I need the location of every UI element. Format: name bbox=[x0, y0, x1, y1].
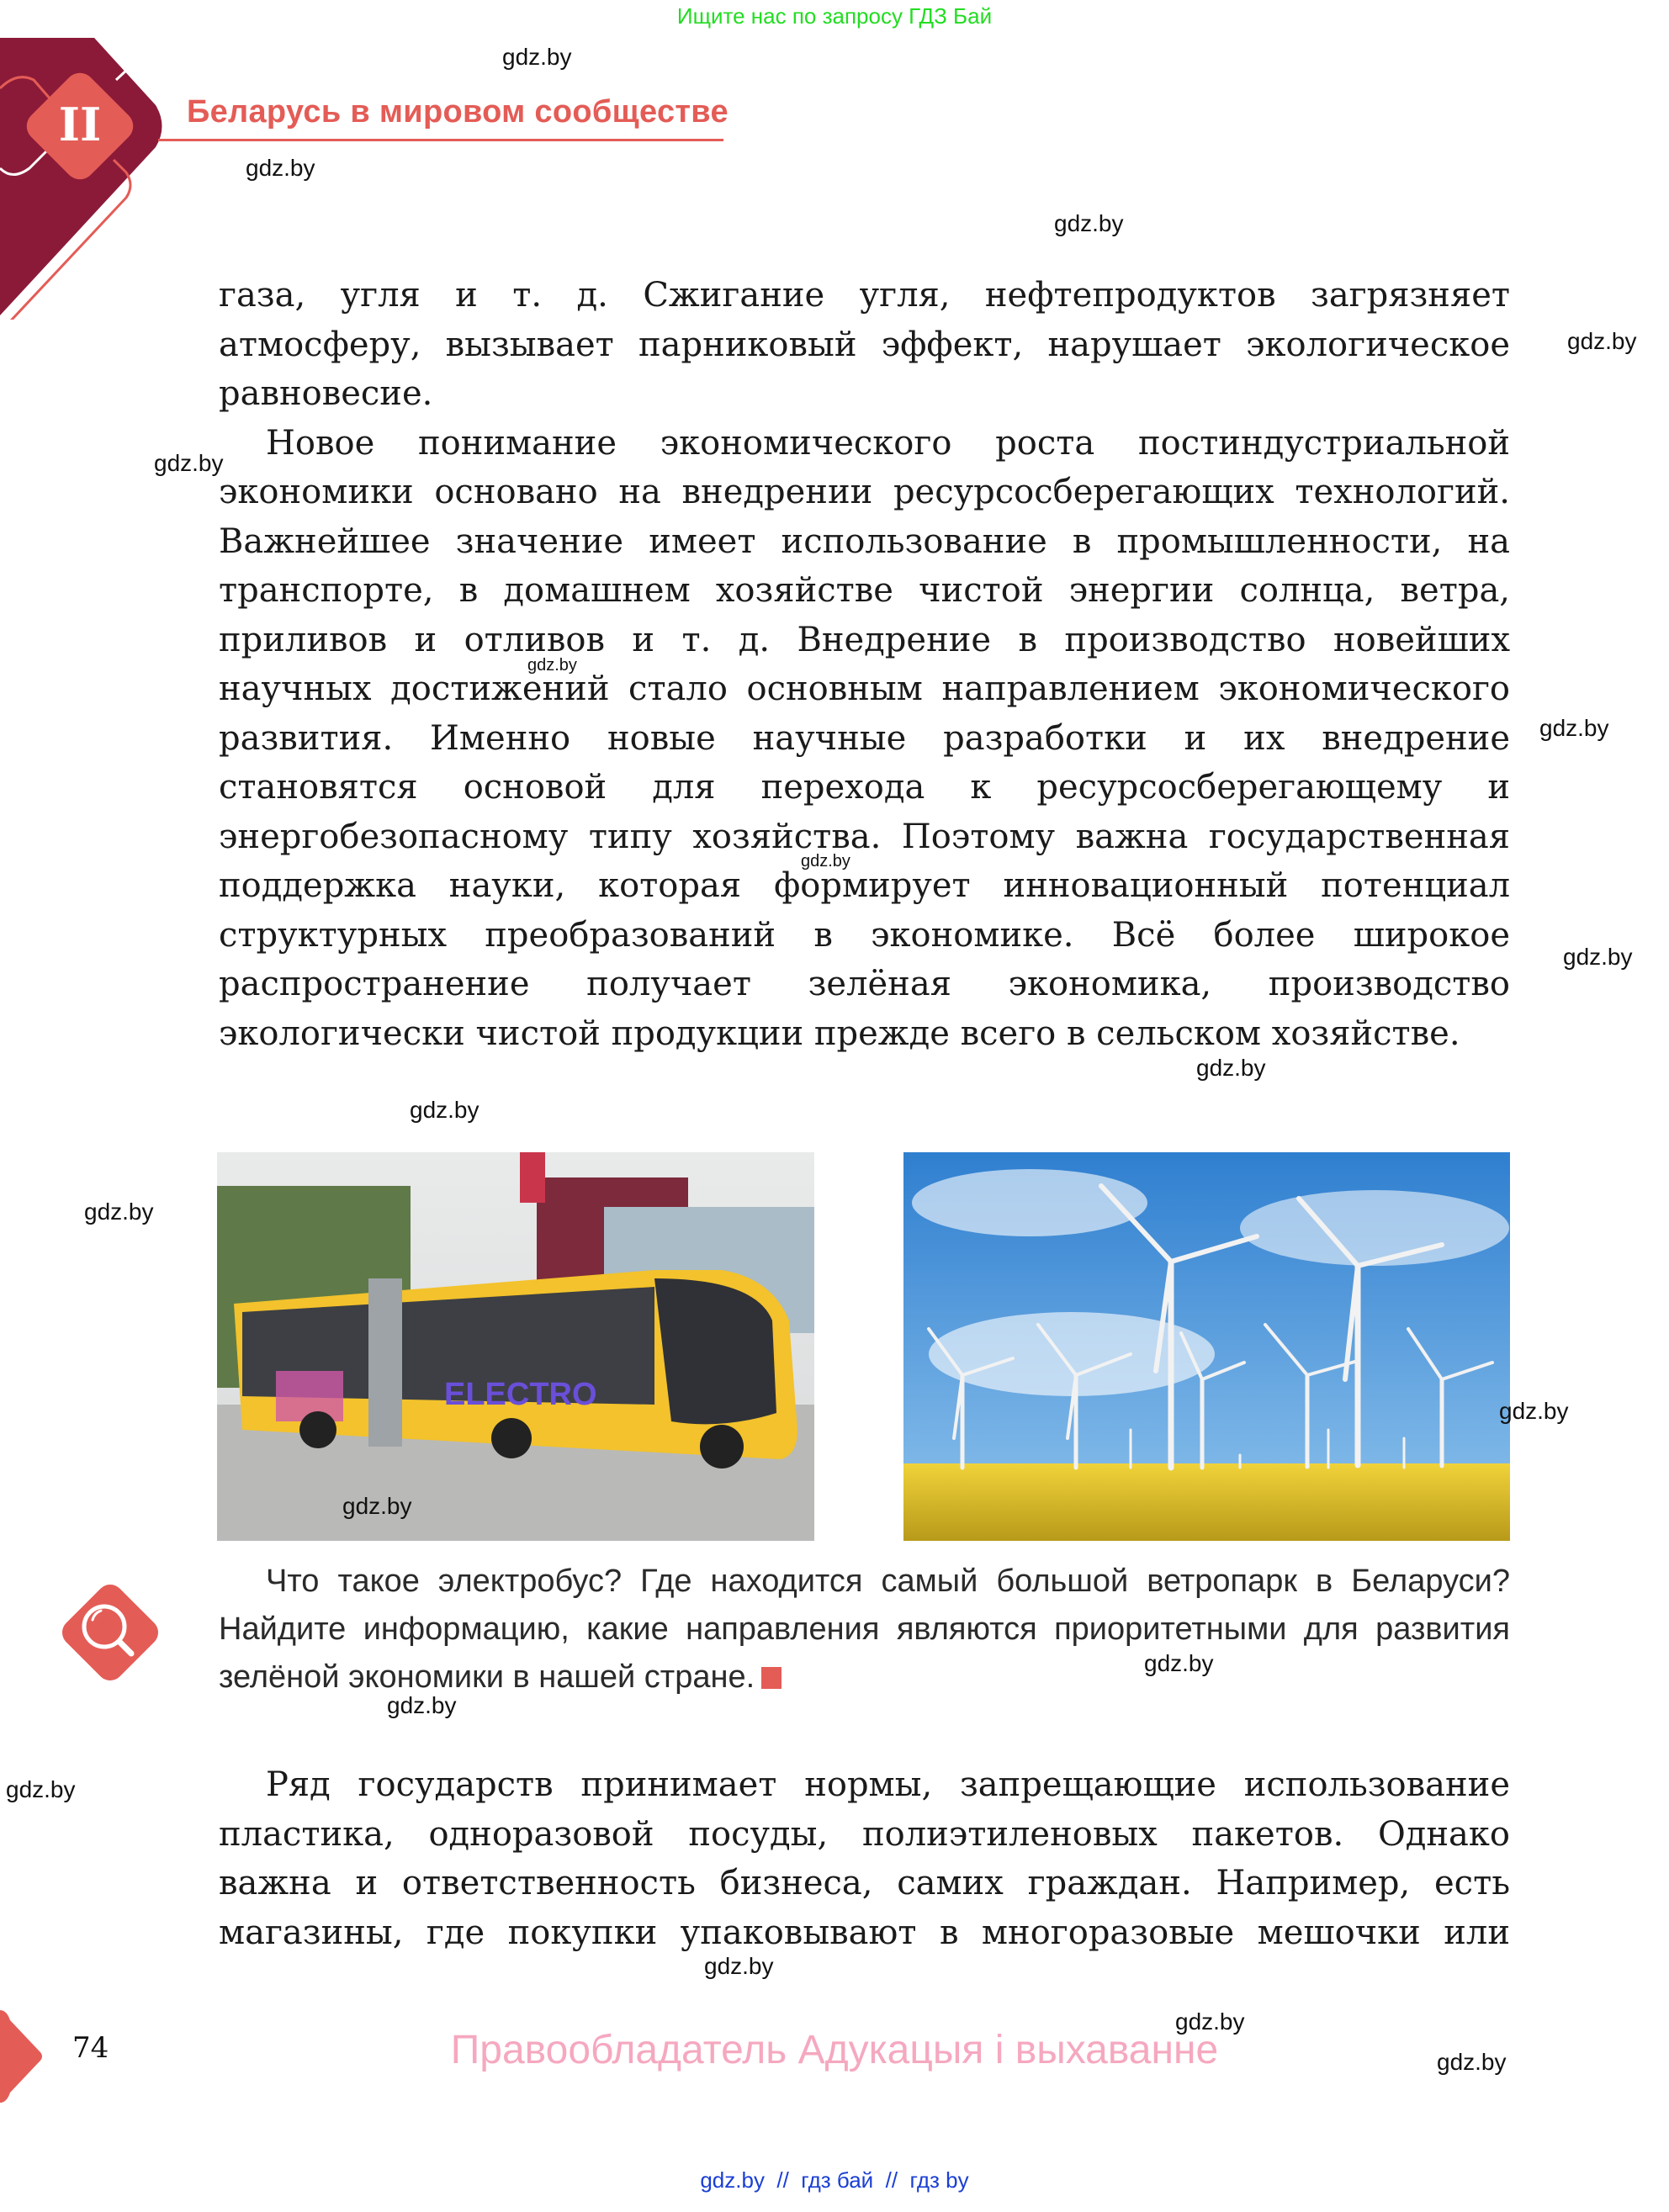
watermark: gdz.by bbox=[84, 1199, 154, 1225]
watermark: gdz.by bbox=[246, 155, 315, 181]
top-search-banner: Ищите нас по запросу ГДЗ Бай bbox=[676, 3, 993, 29]
watermark: gdz.by bbox=[410, 1097, 480, 1123]
body-text-upper bbox=[219, 271, 1510, 1058]
watermark: gdz.by bbox=[1437, 2049, 1507, 2075]
wind-turbines-photo bbox=[903, 1152, 1510, 1541]
watermark: gdz.by bbox=[704, 1953, 774, 1979]
section-numeral: II bbox=[58, 98, 102, 151]
bus-electro-label: ELECTRO bbox=[444, 1377, 597, 1412]
watermark: gdz.by bbox=[1144, 1650, 1214, 1676]
watermark: gdz.by bbox=[801, 852, 850, 871]
watermark: gdz.by bbox=[1196, 1055, 1266, 1081]
question-text: Что такое электробус? Где находится самый большой ветропарк в Беларуси? Найдите информацию, какие направления являются приоритетными для развития зелёной экономики в нашей стране. bbox=[219, 1564, 1510, 1695]
chapter-title-underline bbox=[158, 139, 723, 141]
watermark: gdz.by bbox=[1567, 328, 1637, 354]
paragraph-3: Ряд государств принимает нормы, запрещающие использование пластика, одноразовой посуды, полиэтиленовых пакетов. Однако важна и ответственность бизнеса, самих граждан. Например, есть магазины, где покупки упаковывают в многоразовые мешочки или bbox=[219, 1765, 1510, 1952]
copyright-notice: Правообладатель Адукацыя і выхаванне bbox=[450, 2028, 1219, 2072]
watermark: gdz.by bbox=[342, 1493, 412, 1519]
chapter-title: Беларусь в мировом сообществе bbox=[187, 94, 729, 130]
paragraph-1: газа, угля и т. д. Сжигание угля, нефтепродуктов загрязняет атмосферу, вызывает парниковый эффект, нарушает экологическое равновесие. bbox=[219, 276, 1510, 413]
footer-links[interactable]: gdz.by // гдз бай // гдз by bbox=[700, 2167, 969, 2193]
watermark: gdz.by bbox=[1054, 210, 1124, 236]
watermark: gdz.by bbox=[387, 1692, 457, 1718]
body-text-lower bbox=[219, 1760, 1510, 1957]
watermark: gdz.by bbox=[1539, 715, 1609, 741]
watermark: gdz.by bbox=[527, 656, 577, 675]
chapter-badge-decoration bbox=[0, 34, 202, 320]
end-of-task-marker bbox=[761, 1667, 782, 1689]
watermark: gdz.by bbox=[1499, 1398, 1569, 1424]
watermark: gdz.by bbox=[1563, 944, 1633, 970]
paragraph-2: Новое понимание экономического роста постиндустриальной экономики основано на внедрении ресурсосберегающих технологий. Важнейшее значение имеет использование в промышленности, на транспорте, в домашнем хозяйстве чистой энергии солнца, ветра, приливов и отливов и т. д. Внедрение в производство новейших научных достижений стало основным направлением экономического развития. Именно новые научные разработки и их внедрение становятся основой для перехода к ресурсосберегающему и энергобезопасному типу хозяйства. Поэтому важна государственная поддержка науки, которая формирует инновационный потенциал структурных преобразований в экономике. Всё более широкое распространение получает зелёная экономика, производство экологически чистой продукции прежде всего в сельском хозяйстве. bbox=[219, 423, 1510, 1053]
electrobus-photo bbox=[217, 1152, 814, 1541]
search-icon bbox=[47, 1569, 173, 1696]
page-number: 74 bbox=[72, 2031, 109, 2065]
watermark: gdz.by bbox=[1175, 2008, 1245, 2035]
question-block bbox=[219, 1558, 1510, 1701]
watermark: gdz.by bbox=[6, 1776, 76, 1802]
watermark: gdz.by bbox=[154, 450, 224, 476]
watermark: gdz.by bbox=[502, 44, 572, 70]
